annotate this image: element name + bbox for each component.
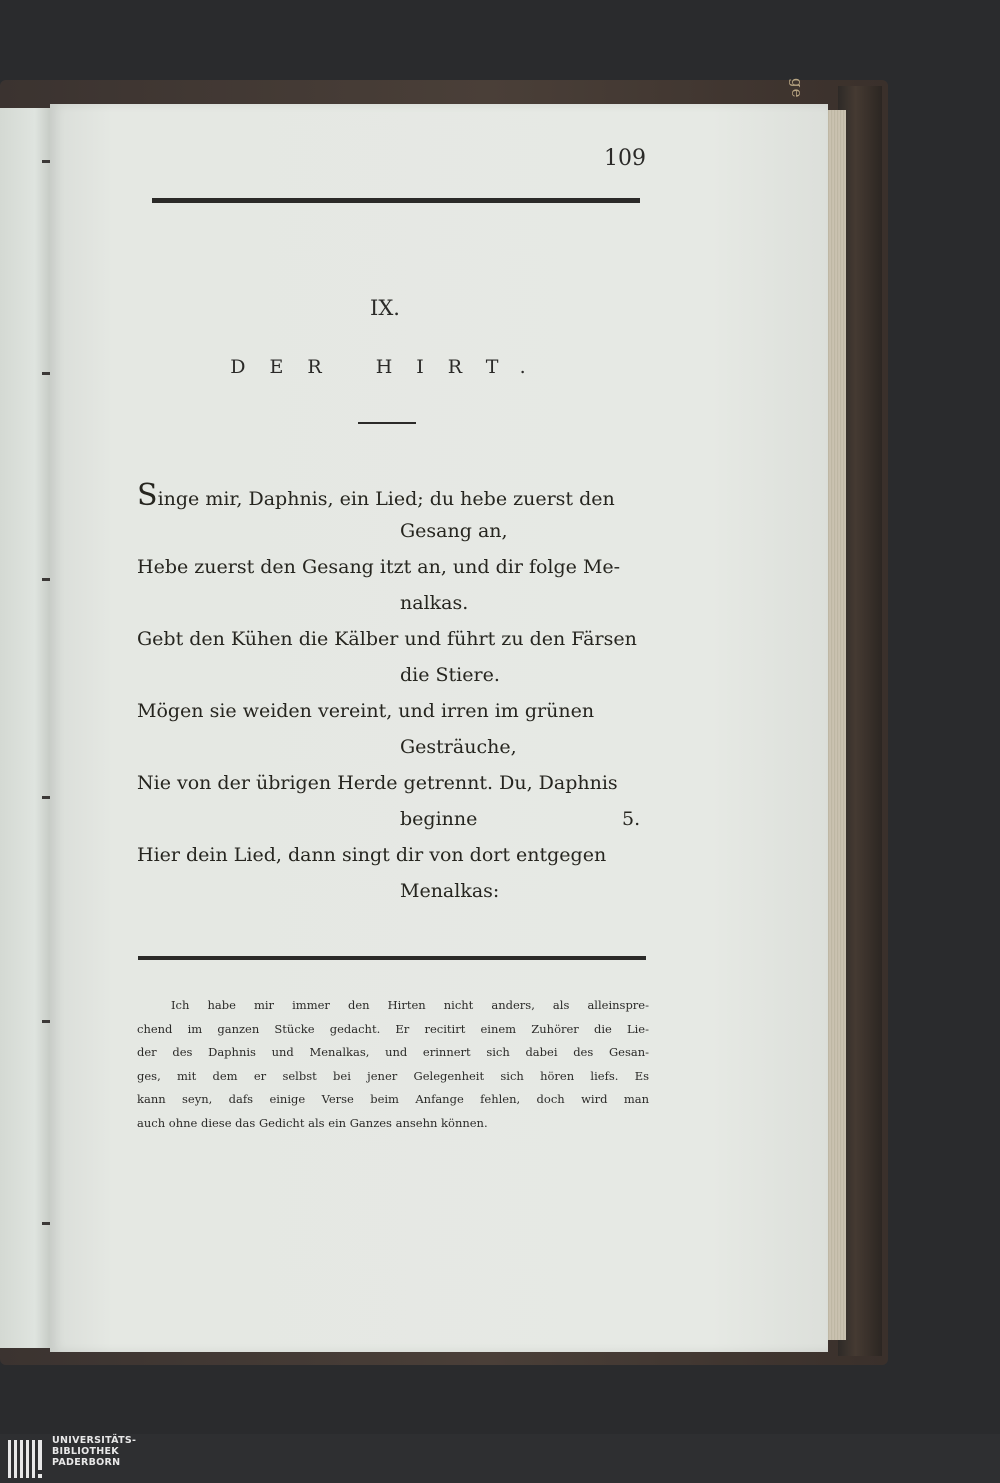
page-number: 109 (604, 146, 646, 171)
footnote-line: der des Daphnis und Menalkas, und erinnert sich dabei des Gesan- (137, 1045, 649, 1059)
verse-line: Singe mir, Daphnis, ein Lied; du hebe zuerst den (137, 478, 615, 513)
verse-continuation: nalkas. (400, 592, 469, 614)
verse-line: Hebe zuerst den Gesang itzt an, und dir folge Me- (137, 556, 621, 578)
left-page-edge (0, 108, 50, 1348)
section-number: IX. (370, 296, 400, 320)
verse-continuation: Gesang an, (400, 520, 508, 542)
verse-line: Nie von der übrigen Herde getrennt. Du, Daphnis (137, 772, 618, 794)
footnote-rule (138, 956, 646, 960)
footnote-line: ges, mit dem er selbst bei jener Gelegenheit sich hören liefs. Es (137, 1068, 649, 1083)
verse-line: Hier dein Lied, dann singt dir von dort entgegen (137, 844, 607, 866)
spine-lettering: ge (788, 78, 806, 99)
title-rule (358, 422, 416, 424)
verse-line-number: 5. (622, 808, 641, 830)
library-name-line: UNIVERSITÄTS- (52, 1435, 137, 1446)
footnote-line: chend im ganzen Stücke gedacht. Er recitirt einem Zuhörer die Lie- (137, 1021, 649, 1036)
verse-line: Gebt den Kühen die Kälber und führt zu den Färsen (137, 628, 637, 650)
library-logo-icon (6, 1436, 46, 1482)
footnote-line: kann seyn, dafs einige Verse beim Anfange fehlen, doch wird man (137, 1092, 649, 1106)
verse-continuation: Gesträuche, (400, 736, 517, 758)
poem-title: DER HIRT. (230, 356, 550, 378)
verse-continuation: die Stiere. (400, 664, 500, 686)
footnote-line: Ich habe mir immer den Hirten nicht anders, als alleinspre- (171, 998, 649, 1012)
footnote-line: auch ohne diese das Gedicht als ein Ganzes ansehn können. (137, 1115, 488, 1130)
footnote (137, 994, 649, 1135)
library-name-line: BIBLIOTHEK (52, 1446, 119, 1457)
drop-cap: S (137, 478, 158, 513)
library-name-line: PADERBORN (52, 1457, 121, 1468)
verse-continuation: beginne (400, 808, 478, 830)
library-name (52, 1435, 136, 1468)
library-footer-bar (0, 1434, 1000, 1483)
book-page (50, 104, 828, 1352)
verse-continuation: Menalkas: (400, 880, 500, 902)
verse-line: Mögen sie weiden vereint, und irren im grünen (137, 700, 595, 722)
header-rule (152, 198, 640, 203)
